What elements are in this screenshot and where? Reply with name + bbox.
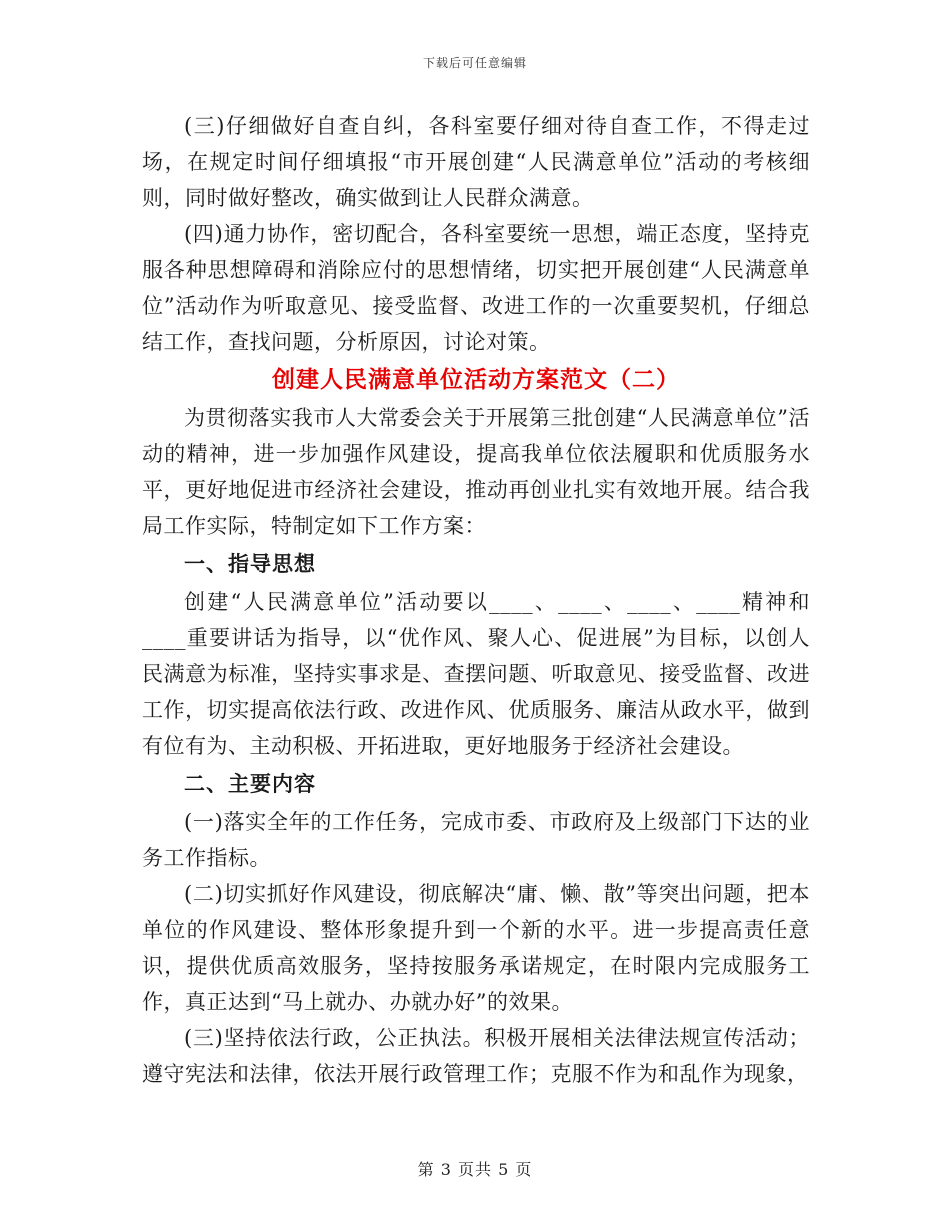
paragraph-guiding-ideology: 创建“人民满意单位”活动要以____、____、____、____精神和____重要讲话为指导，以“优作风、聚人心、促进展”为目标，以创人民满意为标准，坚持实事求是、查摆问题、听取意见、接受监督、改进工作，切实提高依法行政、改进作风、优质服务、廉洁从政水平，做到有位有为、主动积极、开拓进取，更好地服务于经济社会建设。 — [142, 590, 810, 758]
paragraph-self-inspection: (三)仔细做好自查自纠，各科室要仔细对待自查工作，不得走过场，在规定时间仔细填报“市开展创建“人民满意单位”活动的考核细则，同时做好整改，确实做到让人民群众满意。 — [142, 114, 810, 210]
document-body — [142, 108, 810, 1092]
page-header: 下载后可任意编辑 — [422, 56, 527, 70]
paragraph-tasks: (一)落实全年的工作任务，完成市委、市政府及上级部门下达的业务工作指标。 — [142, 810, 810, 870]
page-footer: 第 3 页共 5 页 — [417, 1160, 533, 1179]
paragraph-work-style: (二)切实抓好作风建设，彻底解决“庸、懒、散”等突出问题，把本单位的作风建设、整体形象提升到一个新的水平。进一步提高责任意识，提供优质高效服务，坚持按服务承诺规定，在时限内完成服务工作，真正达到“马上就办、办就办好”的效果。 — [142, 882, 810, 1014]
paragraph-rule-of-law: (三)坚持依法行政，公正执法。积极开展相关法律法规宣传活动；遵守宪法和法律，依法开展行政管理工作；克服不作为和乱作为现象， — [142, 1026, 810, 1086]
paragraph-intro: 为贯彻落实我市人大常委会关于开展第三批创建“人民满意单位”活动的精神，进一步加强作风建设，提高我单位依法履职和优质服务水平，更好地促进市经济社会建设，推动再创业扎实有效地开展。结合我局工作实际，特制定如下工作方案： — [142, 406, 810, 538]
paragraph-cooperation: (四)通力协作，密切配合，各科室要统一思想，端正态度，坚持克服各种思想障碍和消除应付的思想情绪，切实把开展创建“人民满意单位”活动作为听取意见、接受监督、改进工作的一次重要契机，仔细总结工作，查找问题，分析原因，讨论对策。 — [142, 222, 810, 354]
section-title: 创建人民满意单位活动方案范文（二） — [272, 366, 680, 393]
heading-guiding-ideology: 一、指导思想 — [184, 552, 316, 576]
heading-main-content: 二、主要内容 — [184, 772, 316, 796]
